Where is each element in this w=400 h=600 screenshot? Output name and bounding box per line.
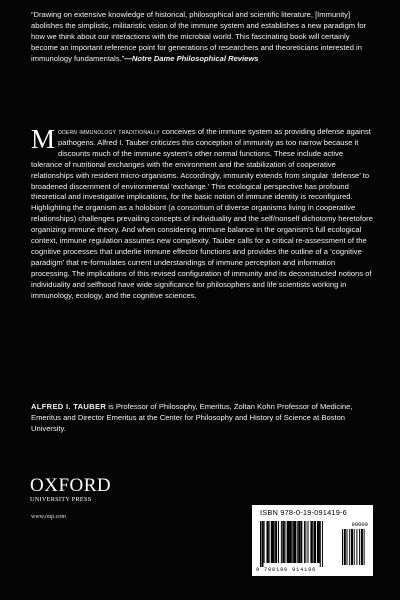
barcode-bar xyxy=(300,521,302,563)
barcode-addon-bar xyxy=(359,529,360,565)
barcode-bar xyxy=(266,521,268,563)
barcode-bar xyxy=(308,521,309,563)
barcode-bar xyxy=(322,521,323,567)
barcode-bar xyxy=(320,521,321,567)
barcode-bar xyxy=(292,521,293,563)
barcode-bar xyxy=(281,521,282,563)
barcode-bar xyxy=(317,521,320,563)
book-description xyxy=(31,124,373,302)
barcode-bar xyxy=(297,521,298,563)
description-lead: odern immunology traditionally xyxy=(58,127,160,136)
review-quote-block xyxy=(31,10,375,65)
barcode-bar xyxy=(269,521,270,563)
author-bio-text: is Professor of Philosophy, Emeritus, Zoltan Kohn Professor of Medicine, Emeritus and Director Emeritus at the Center for Philosophy and History of Science at Boston University. xyxy=(31,402,353,433)
barcode-bar xyxy=(305,521,306,563)
publisher-url: www.oup.com xyxy=(31,514,66,520)
barcode-bar xyxy=(271,521,274,563)
barcode-bar xyxy=(287,521,290,563)
barcode-bar xyxy=(274,521,275,563)
barcode-bar xyxy=(313,521,314,563)
barcode-addon-bar xyxy=(347,529,348,565)
barcode-addon-bar xyxy=(349,529,350,565)
isbn-label: ISBN 978-0-19-091419-6 xyxy=(260,508,347,517)
barcode-addon-bar xyxy=(351,529,353,565)
barcode-panel xyxy=(252,505,373,576)
author-name: ALFRED I. TAUBER xyxy=(31,402,107,411)
publisher-subname: UNIVERSITY PRESS xyxy=(30,496,92,503)
barcode-addon-bar xyxy=(356,529,357,565)
barcode-bar xyxy=(293,521,296,563)
publisher-name: OXFORD xyxy=(30,475,112,496)
price-code: 90000 xyxy=(351,521,368,528)
barcode-bar xyxy=(282,521,284,563)
barcode-bar xyxy=(264,521,265,563)
barcode-bar xyxy=(261,521,263,567)
barcode-addon-bar xyxy=(342,529,343,565)
barcode-bar xyxy=(304,521,305,563)
barcode-bar xyxy=(290,521,292,563)
drop-cap: M xyxy=(31,124,56,154)
barcode-icon xyxy=(258,519,368,567)
barcode-addon-bar xyxy=(364,529,365,565)
barcode-digits: 9 780190 914196 xyxy=(256,567,317,573)
barcode-bar xyxy=(275,521,277,563)
barcode-addon-bar xyxy=(354,529,355,565)
description-text: conceives of the immune system as providing defense against pathogens. Alfred I. Tauber criticizes this conception of immunity as too narrow because it discounts much of the immune system’s other normal functions. These include active tolerance of nutritional exchanges with the environment and the stabilization of cooperative relationships with resident micro-organisms. Accordingly, immunity extends from singular ‘defense’ to broadened discernment of environmental ‘exchange.’ This ecological perspective has profound theoretical and investigative implications, for the basic notion of immune identity is reconfigured. Highlighting the organism as a holobiont (a consortium of diverse organisms living in cooperative relationships) challenges prevailing concepts of individuality and the self/nonself dichotomy heretofore organizing immune theory. And when considering immune balance in the organism’s full ecological context, immune regulation assumes new complexity. Tauber calls for a critical re-assessment of the cognitive processes that underlie immune effector functions and provides the outline of a ‘cognitive paradigm’ that re-formulates current understandings of immune perception and information processing. The implications of this revised configuration of immunity and its deconstructed notions of individuality and selfhood have wide significance for philosophers and life scientists working in immunology, ecology, and the cognitive sciences. xyxy=(31,127,373,300)
barcode-bar xyxy=(314,521,316,563)
barcode-addon-bar xyxy=(344,529,346,565)
barcode-bar xyxy=(260,521,261,567)
review-quote: “Drawing on extensive knowledge of historical, philosophical and scientific literature, [Immunity] abolishes the simplistic, militaristic vision of the immune system and establishes a new paradigm for how we think about our interactions with the microbial world. This fascinating book will certainly become an important reference point for generations of researchers and theoreticians interested in immunology fundamentals.” xyxy=(31,10,367,63)
publisher-logo xyxy=(30,476,110,503)
review-attribution: —Notre Dame Philosophical Reviews xyxy=(124,53,259,63)
barcode-bar xyxy=(298,521,300,563)
barcode-addon-bar xyxy=(361,529,363,565)
barcode-bar xyxy=(284,521,285,563)
barcode-bar xyxy=(310,521,312,563)
author-bio xyxy=(31,402,373,435)
barcode-bar xyxy=(278,521,279,563)
